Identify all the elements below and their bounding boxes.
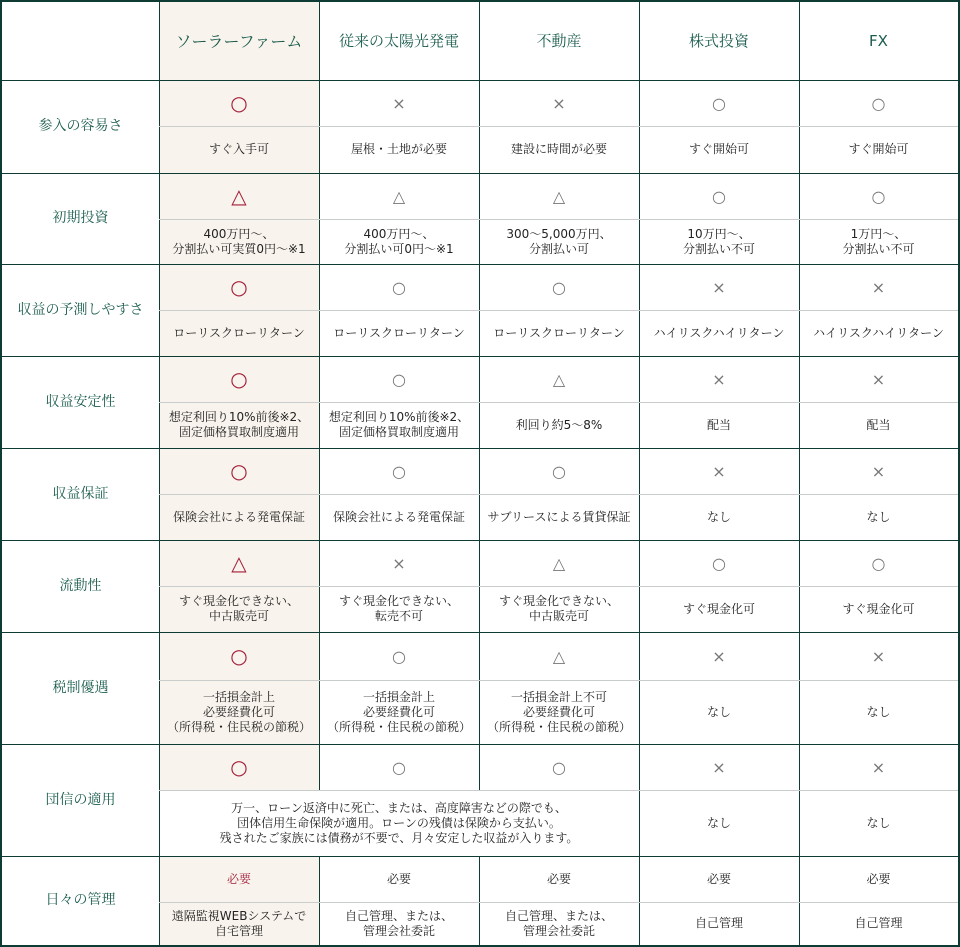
category-label: 税制優遇 [52,679,109,696]
row-divider [159,402,958,403]
detail-conventional-solar: ローリスクローリターン [333,325,465,340]
requirement-solar-farm: 必要 [226,871,251,886]
rating-mark-solar-farm: ○ [230,643,248,668]
detail-solar-farm: 一括損金計上 必要経費化可 （所得税・住民税の節税） [166,689,311,734]
row-divider [2,356,958,357]
detail-fx: なし [866,509,891,524]
rating-mark-stock: × [712,646,726,666]
rating-mark-solar-farm: △ [231,550,247,575]
detail-fx: なし [866,704,891,719]
category-label: 収益の予測しやすさ [17,301,144,318]
category-label: 収益安定性 [45,393,116,410]
detail-stock: 配当 [706,417,731,432]
detail-real-estate: 利回り約5〜8% [515,417,603,432]
rating-mark-fx: × [871,757,886,777]
rating-mark-solar-farm: ○ [230,274,248,299]
rating-mark-real-estate: ○ [552,277,566,297]
detail-real-estate: すぐ現金化できない、 中古販売可 [498,594,619,623]
row-divider [159,790,958,791]
detail-solar-farm: 400万円〜、 分割払い可実質0円〜※1 [172,226,306,256]
rating-mark-solar-farm: ○ [230,366,248,391]
requirement-real-estate: 必要 [546,871,571,886]
row-divider [2,448,958,449]
category-label: 参入の容易さ [38,118,123,134]
rating-mark-real-estate: × [552,93,566,113]
rating-mark-solar-farm: △ [231,183,247,208]
detail-fx: ハイリスクハイリターン [813,325,944,340]
rating-mark-conventional-solar: × [392,553,406,573]
column-header-stock: 株式投資 [688,31,749,50]
column-divider [159,2,160,945]
rating-mark-solar-farm: ○ [230,90,248,115]
row-divider [159,902,958,903]
detail-real-estate: ローリスクローリターン [493,325,625,340]
detail-fx: すぐ現金化可 [842,601,915,616]
rating-mark-stock: × [712,757,726,777]
column-divider [319,856,320,945]
detail-solar-farm: すぐ入手可 [208,142,269,156]
rating-mark-stock: ○ [712,553,726,573]
detail-solar-farm: ローリスクローリターン [173,325,305,340]
rating-mark-stock: ○ [712,93,726,113]
category-label: 流動性 [59,577,102,594]
row-divider [2,540,958,541]
rating-mark-fx: × [871,646,886,666]
detail-conventional-solar: 400万円〜、 分割払い可0円〜※1 [344,226,454,256]
row-divider [2,632,958,633]
requirement-fx: 必要 [866,871,891,886]
row-divider [159,680,958,681]
category-label: 初期投資 [52,210,109,226]
merged-detail-danshin: 万一、ローン返済中に死亡、または、高度障害などの際でも、 団体信用生命保険が適用。ローンの残債は保険から支払い。 残されたご家族には債務が不要で、月々安定した収益が入ります。 [159,790,639,856]
detail-conventional-solar: すぐ現金化できない、 転売不可 [338,594,459,623]
detail-conventional-solar: 屋根・土地が必要 [350,142,447,156]
detail-solar-farm: 遠隔監視WEBシステムで 自宅管理 [171,908,307,938]
rating-mark-stock: × [712,461,726,481]
detail-stock: 10万円〜、 分割払い不可 [682,226,755,256]
column-divider [799,2,800,945]
detail-stock: すぐ開始可 [688,142,749,156]
category-label: 収益保証 [52,485,109,502]
detail-solar-farm: 保険会社による発電保証 [172,509,305,524]
row-divider [159,126,958,127]
rating-mark-conventional-solar: △ [392,186,406,206]
rating-mark-fx: × [871,461,886,481]
column-header-real-estate: 不動産 [536,31,582,50]
rating-mark-fx: × [871,277,886,297]
detail-fx: 自己管理 [854,916,903,930]
row-divider [2,80,958,81]
rating-mark-stock: ○ [712,186,726,206]
category-label: 日々の管理 [45,892,116,908]
rating-mark-conventional-solar: ○ [392,369,406,389]
row-divider [159,586,958,587]
row-divider [159,310,958,311]
detail-real-estate: サブリースによる賃貸保証 [487,509,631,524]
detail-real-estate: 一括損金計上不可 必要経費化可 （所得税・住民税の節税） [486,689,631,734]
rating-mark-solar-farm: ○ [230,458,248,483]
row-divider [2,264,958,265]
row-divider [2,173,958,174]
detail-stock: すぐ現金化可 [682,601,755,616]
requirement-stock: 必要 [706,871,731,886]
detail-fx: 配当 [866,417,891,432]
detail-stock: なし [706,509,731,524]
category-label: 団信の適用 [45,791,116,808]
rating-mark-conventional-solar: ○ [392,757,406,777]
rating-mark-fx: ○ [871,186,886,206]
column-header-fx: FX [869,31,888,50]
detail-conventional-solar: 想定利回り10%前後※2、 固定価格買取制度適用 [328,410,470,439]
row-divider [2,744,958,745]
detail-conventional-solar: 一括損金計上 必要経費化可 （所得税・住民税の節税） [326,689,471,734]
rating-mark-real-estate: △ [552,553,566,573]
rating-mark-fx: ○ [871,553,886,573]
detail-real-estate: 300〜5,000万円、 分割払い可 [506,226,612,256]
detail-fx: なし [866,815,891,830]
rating-mark-solar-farm: ○ [230,754,248,779]
rating-mark-real-estate: △ [552,646,566,666]
rating-mark-conventional-solar: × [392,93,406,113]
column-divider [479,744,480,790]
rating-mark-fx: × [871,369,886,389]
requirement-conventional-solar: 必要 [386,871,411,886]
rating-mark-real-estate: ○ [552,757,566,777]
rating-mark-conventional-solar: ○ [392,461,406,481]
column-divider [639,2,640,945]
rating-mark-conventional-solar: ○ [392,277,406,297]
rating-mark-fx: ○ [871,93,886,113]
row-divider [2,856,958,857]
detail-fx: すぐ開始可 [848,142,909,156]
detail-real-estate: 建設に時間が必要 [510,142,607,156]
rating-mark-real-estate: △ [552,369,566,389]
detail-stock: なし [706,704,731,719]
detail-stock: 自己管理 [694,916,743,930]
rating-mark-stock: × [712,369,726,389]
detail-stock: ハイリスクハイリターン [653,325,785,340]
detail-solar-farm: 想定利回り10%前後※2、 固定価格買取制度適用 [168,410,310,439]
rating-mark-conventional-solar: ○ [392,646,406,666]
column-divider [319,744,320,790]
header-corner [2,2,159,80]
detail-conventional-solar: 自己管理、または、 管理会社委託 [344,908,453,938]
column-header-solar-farm: ソーラーファーム [175,31,303,51]
detail-stock: なし [706,815,731,830]
detail-fx: 1万円〜、 分割払い不可 [842,226,915,256]
detail-real-estate: 自己管理、または、 管理会社委託 [504,908,613,938]
detail-solar-farm: すぐ現金化できない、 中古販売可 [178,594,299,623]
row-divider [159,219,958,220]
column-divider [479,856,480,945]
row-divider [159,494,958,495]
column-header-conventional-solar: 従来の太陽光発電 [338,31,459,50]
rating-mark-stock: × [712,277,726,297]
rating-mark-real-estate: △ [552,186,566,206]
rating-mark-real-estate: ○ [552,461,566,481]
detail-conventional-solar: 保険会社による発電保証 [332,509,465,524]
